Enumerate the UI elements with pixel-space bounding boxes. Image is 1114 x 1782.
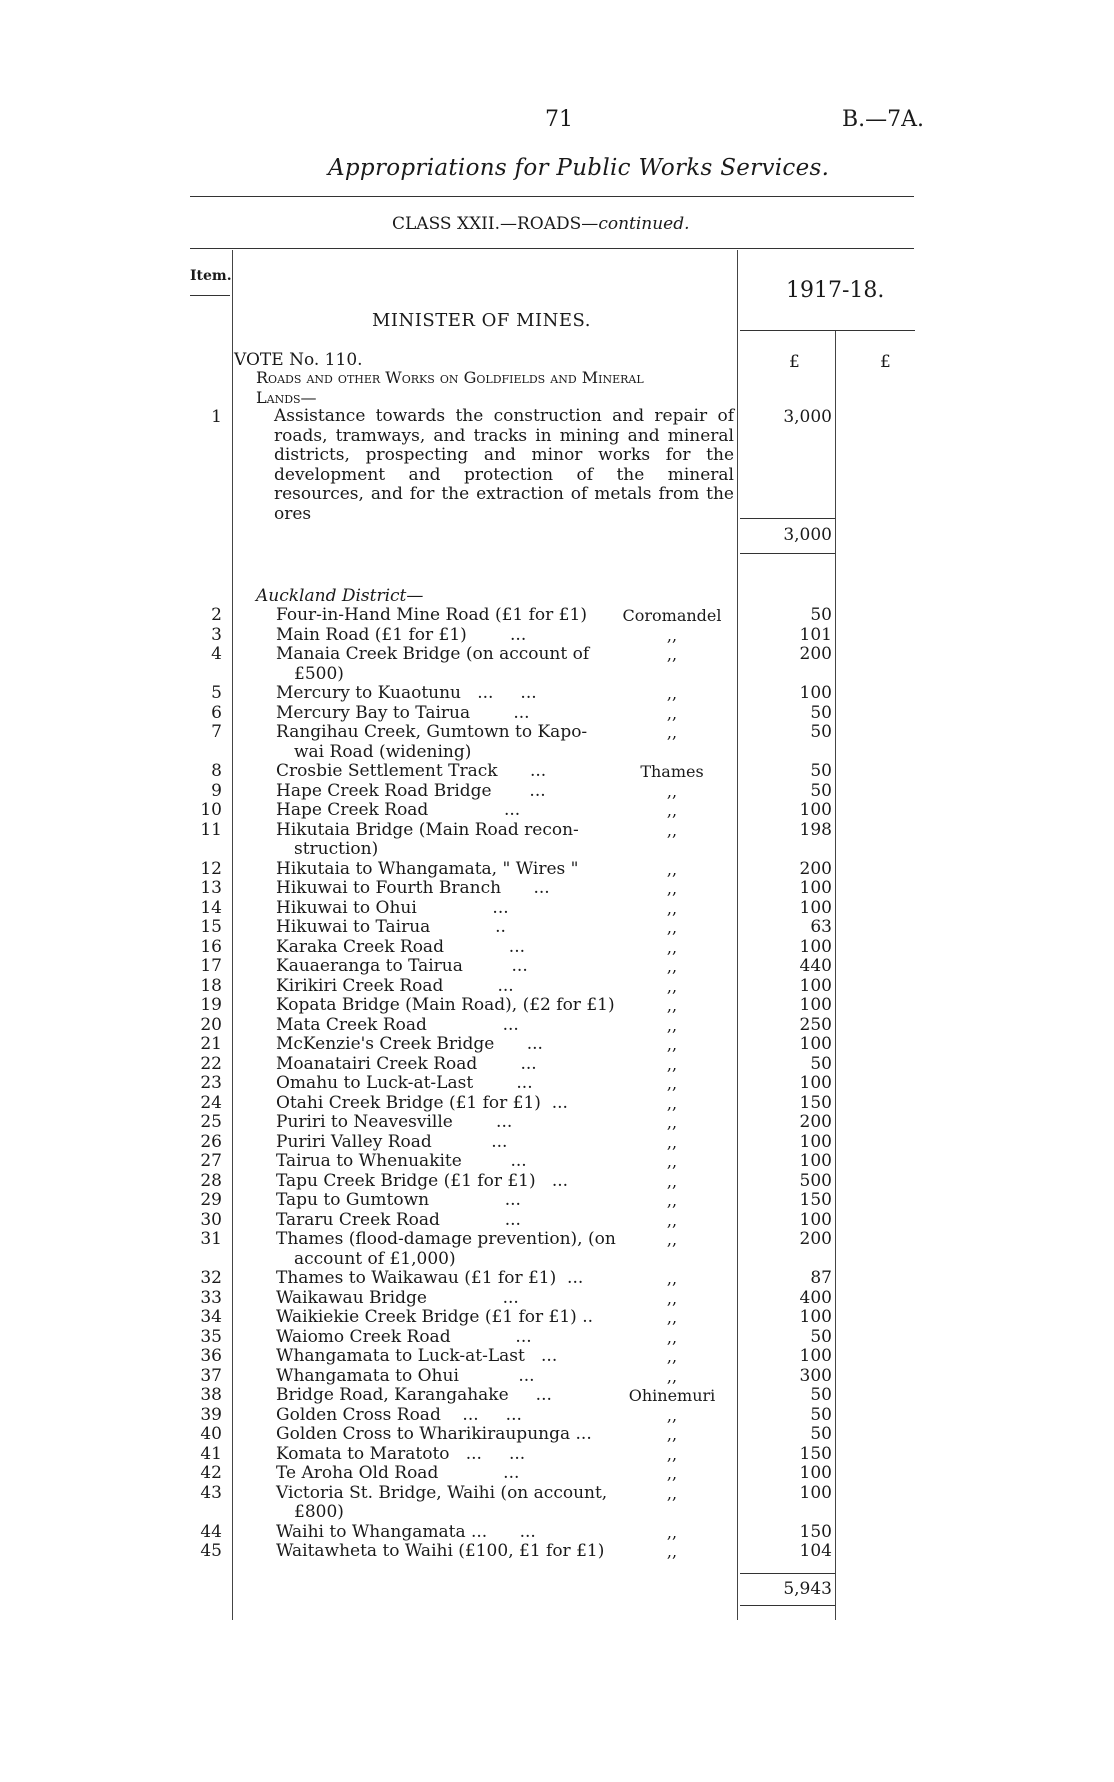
row-description-text: Rangihau Creek, Gumtown to Kapo- <box>276 722 588 742</box>
row-location: ,, <box>666 645 678 664</box>
class-line-text: CLASS XXII.—ROADS— <box>392 214 599 234</box>
row-description-text: Hape Creek Road Bridge ... <box>276 780 546 801</box>
row-item-number: 40 <box>200 1424 222 1444</box>
item-amount: 3,000 <box>783 407 832 427</box>
row-description-text: Waihi to Whangamata ... ... <box>276 1521 536 1542</box>
row-location: ,, <box>666 703 678 723</box>
row-location: ,, <box>666 1093 678 1113</box>
row-description-text: Hikuwai to Ohui ... <box>276 897 509 918</box>
row-item-number: 28 <box>200 1170 222 1191</box>
row-item-number: 35 <box>200 1326 222 1347</box>
row-location: ,, <box>666 1288 678 1308</box>
row-description <box>276 1152 606 1172</box>
row-item-number: 2 <box>211 605 222 625</box>
row-description-text: Tapu to Gumtown ... <box>276 1190 521 1210</box>
row-item-number: 33 <box>200 1287 222 1308</box>
row-description <box>276 1542 606 1562</box>
row-item-number: 15 <box>200 917 222 937</box>
row-item-number: 7 <box>211 722 222 742</box>
row-item-number: 14 <box>200 897 222 918</box>
row-item-number: 12 <box>200 858 222 879</box>
row-item-number: 34 <box>200 1307 222 1327</box>
row-description <box>276 995 615 1016</box>
row-description <box>276 1113 606 1133</box>
row-location: ,, <box>666 1483 678 1503</box>
row-location: ,, <box>666 1152 678 1171</box>
row-amount: 50 <box>810 605 832 625</box>
row-description <box>276 1523 606 1543</box>
row-amount: 100 <box>799 800 832 820</box>
row-item-number: 31 <box>200 1229 222 1249</box>
row-location: ,, <box>666 937 678 957</box>
row-amount: 100 <box>799 897 832 918</box>
row-amount: 100 <box>799 1482 832 1503</box>
row-amount: 101 <box>799 624 832 645</box>
row-location: ,, <box>666 1405 678 1425</box>
row-amount: 100 <box>799 995 832 1015</box>
row-item-number: 8 <box>211 761 222 781</box>
row-location: ,, <box>666 1074 678 1093</box>
row-description <box>276 938 606 958</box>
row-description-text: Tararu Creek Road ... <box>276 1209 521 1230</box>
row-location: ,, <box>666 723 678 742</box>
row-description-text: Waikiekie Creek Bridge (£1 for £1) .. <box>276 1307 594 1327</box>
row-location: ,, <box>666 1425 678 1444</box>
row-description-text: Bridge Road, Karangahake ... <box>276 1385 552 1405</box>
row-description <box>276 918 606 938</box>
row-amount: 150 <box>799 1443 832 1464</box>
row-amount: 150 <box>799 1521 832 1542</box>
row-description <box>276 1406 606 1426</box>
row-item-number: 16 <box>200 936 222 957</box>
row-item-number: 41 <box>200 1443 222 1464</box>
row-location: ,, <box>666 1444 678 1464</box>
row-item-number: 6 <box>211 702 222 723</box>
row-amount: 100 <box>799 1151 832 1171</box>
row-item-number: 11 <box>200 819 222 840</box>
row-description-text: Kirikiri Creek Road ... <box>276 975 514 996</box>
district-heading: Auckland District— <box>256 586 424 606</box>
currency-symbol-2: £ <box>880 352 891 372</box>
row-item-number: 22 <box>200 1053 222 1074</box>
row-location: Coromandel <box>622 606 722 625</box>
row-item-number: 10 <box>200 800 222 820</box>
row-item-number: 36 <box>200 1346 222 1366</box>
row-description-text: McKenzie's Creek Bridge ... <box>276 1034 543 1054</box>
currency-symbol-1: £ <box>789 352 800 372</box>
row-location: ,, <box>666 1347 678 1366</box>
row-location: ,, <box>666 1191 678 1210</box>
row-description-text: Mata Creek Road ... <box>276 1014 519 1035</box>
heading-rule <box>190 196 914 197</box>
row-description <box>276 879 606 899</box>
row-amount: 200 <box>799 1229 832 1249</box>
row-description-text: Hikuwai to Tairua .. <box>276 917 506 937</box>
row-description <box>276 1386 606 1406</box>
row-description-text: Puriri to Neavesville ... <box>276 1112 513 1132</box>
row-description <box>276 606 606 626</box>
row-location: ,, <box>666 1542 678 1561</box>
item-column-rule <box>232 250 233 1620</box>
row-amount: 100 <box>799 1463 832 1483</box>
item-description: Assistance towards the construction and repair of roads, tramways, and tracks in mining and mineral districts, prospecting and minor works for the development and protection of the mineral resources, and for the extraction of metals from the ores <box>274 406 734 524</box>
row-description-text: Four-in-Hand Mine Road (£1 for £1) <box>276 605 587 625</box>
class-line <box>392 214 690 234</box>
row-description-text: Mercury to Kuaotunu ... ... <box>276 683 537 703</box>
row-description <box>276 1055 606 1075</box>
row-amount: 50 <box>810 1424 832 1444</box>
item-head-underline <box>190 295 230 296</box>
class-line-suffix: continued. <box>598 214 690 234</box>
row-description-text: Kopata Bridge (Main Road), (£2 for £1) <box>276 995 615 1015</box>
row-amount: 100 <box>799 1209 832 1230</box>
vote-number: VOTE No. 110. <box>234 350 363 370</box>
row-item-number: 4 <box>211 644 222 664</box>
row-amount: 50 <box>810 1385 832 1405</box>
row-location: ,, <box>666 1269 678 1288</box>
subtotal-rule <box>740 518 835 519</box>
row-item-number: 27 <box>200 1151 222 1171</box>
row-amount: 100 <box>799 1307 832 1327</box>
row-description-text: Main Road (£1 for £1) ... <box>276 624 527 645</box>
row-description-text: Golden Cross to Wharikiraupunga ... <box>276 1424 592 1444</box>
minister-heading: MINISTER OF MINES. <box>372 310 591 331</box>
document-reference: B.—7A. <box>842 107 925 132</box>
amount-column-rule <box>737 250 738 1620</box>
row-description-text: Hikutaia Bridge (Main Road recon- <box>276 819 579 840</box>
row-location: ,, <box>666 1171 678 1191</box>
row-description <box>276 1367 606 1387</box>
row-description-continuation: £800) <box>294 1502 344 1522</box>
row-description <box>276 1445 606 1465</box>
row-location: ,, <box>666 1522 678 1542</box>
row-location: ,, <box>666 898 678 918</box>
subtotal-double-rule <box>740 553 835 554</box>
row-description <box>276 821 606 860</box>
row-description <box>276 801 606 821</box>
row-description-text: Otahi Creek Bridge (£1 for £1) ... <box>276 1092 568 1113</box>
row-location: ,, <box>666 1230 678 1249</box>
row-location: ,, <box>666 859 678 879</box>
vote-title-line-1: Roads and other Works on Goldfields and Mineral <box>256 368 644 387</box>
row-description-text: Kauaeranga to Tairua ... <box>276 956 528 976</box>
row-amount: 300 <box>799 1365 832 1386</box>
row-description-text: Thames (flood-damage prevention), (on <box>276 1229 616 1249</box>
row-amount: 198 <box>799 819 832 840</box>
row-description <box>276 1074 606 1094</box>
row-item-number: 17 <box>200 956 222 976</box>
row-amount: 440 <box>799 956 832 976</box>
row-location: ,, <box>666 820 678 840</box>
row-description <box>276 1094 606 1114</box>
row-amount: 100 <box>799 1131 832 1152</box>
row-amount: 100 <box>799 936 832 957</box>
row-description <box>276 1191 606 1211</box>
row-item-number: 32 <box>200 1268 222 1288</box>
row-amount: 87 <box>810 1268 832 1288</box>
row-description-text: Waitawheta to Waihi (£100, £1 for £1) <box>276 1541 605 1561</box>
row-amount: 400 <box>799 1287 832 1308</box>
row-item-number: 45 <box>200 1541 222 1561</box>
row-description <box>276 684 606 704</box>
row-location: ,, <box>666 1035 678 1054</box>
page-heading: Appropriations for Public Works Services. <box>328 155 830 181</box>
row-item-number: 9 <box>211 780 222 801</box>
row-description <box>276 645 606 684</box>
row-amount: 500 <box>799 1170 832 1191</box>
total-column-rule <box>835 330 836 1620</box>
row-description-text: Crosbie Settlement Track ... <box>276 761 547 781</box>
row-item-number: 39 <box>200 1404 222 1425</box>
row-item-number: 43 <box>200 1482 222 1503</box>
row-description-text: Manaia Creek Bridge (on account of <box>276 644 590 664</box>
row-location: ,, <box>666 1132 678 1152</box>
row-description-text: Victoria St. Bridge, Waihi (on account, <box>276 1482 608 1503</box>
row-amount: 50 <box>810 780 832 801</box>
row-description <box>276 860 606 880</box>
row-description-text: Golden Cross Road ... ... <box>276 1404 522 1425</box>
row-item-number: 37 <box>200 1365 222 1386</box>
row-amount: 50 <box>810 702 832 723</box>
row-description-text: Tapu Creek Bridge (£1 for £1) ... <box>276 1170 569 1191</box>
row-amount: 200 <box>799 1112 832 1132</box>
row-item-number: 44 <box>200 1521 222 1542</box>
row-description <box>276 723 606 762</box>
row-amount: 100 <box>799 683 832 703</box>
row-item-number: 24 <box>200 1092 222 1113</box>
row-description <box>276 1172 606 1192</box>
row-location: ,, <box>666 996 678 1015</box>
row-description <box>276 1328 606 1348</box>
row-description-continuation: struction) <box>294 839 379 859</box>
row-description-text: Karaka Creek Road ... <box>276 936 526 957</box>
row-description-text: Puriri Valley Road ... <box>276 1131 508 1152</box>
item-number: 1 <box>211 407 222 427</box>
table-top-rule <box>190 248 914 249</box>
row-description <box>276 1035 606 1055</box>
page-number: 71 <box>545 107 573 132</box>
row-amount: 250 <box>799 1014 832 1035</box>
row-amount: 100 <box>799 1073 832 1093</box>
row-item-number: 21 <box>200 1034 222 1054</box>
item-column-header: Item. <box>190 268 232 284</box>
row-item-number: 29 <box>200 1190 222 1210</box>
row-amount: 100 <box>799 1346 832 1366</box>
row-description <box>276 1308 606 1328</box>
row-description <box>276 782 606 802</box>
row-location: ,, <box>666 957 678 976</box>
row-amount: 100 <box>799 878 832 898</box>
row-location: ,, <box>666 918 678 937</box>
subtotal-amount: 3,000 <box>783 525 832 545</box>
year-underline <box>740 330 915 331</box>
row-description <box>276 704 606 724</box>
row-description <box>276 1347 606 1367</box>
row-item-number: 20 <box>200 1014 222 1035</box>
row-item-number: 13 <box>200 878 222 898</box>
row-amount: 50 <box>810 722 832 742</box>
row-description <box>276 1289 606 1309</box>
row-item-number: 23 <box>200 1073 222 1093</box>
row-description-text: Waiomo Creek Road ... <box>276 1326 532 1347</box>
row-description <box>276 1016 606 1036</box>
row-description-continuation: account of £1,000) <box>294 1248 456 1269</box>
row-item-number: 30 <box>200 1209 222 1230</box>
row-description-text: Whangamata to Ohui ... <box>276 1365 535 1386</box>
row-description <box>276 899 606 919</box>
row-item-number: 3 <box>211 624 222 645</box>
row-amount: 50 <box>810 1053 832 1074</box>
row-description <box>276 1229 616 1269</box>
row-description-text: Hikuwai to Fourth Branch ... <box>276 878 550 898</box>
row-item-number: 19 <box>200 995 222 1015</box>
row-description-text: Whangamata to Luck-at-Last ... <box>276 1346 558 1366</box>
row-amount: 50 <box>810 761 832 781</box>
row-item-number: 5 <box>211 683 222 703</box>
row-location: ,, <box>666 684 678 703</box>
row-amount: 100 <box>799 975 832 996</box>
row-location: ,, <box>666 625 678 645</box>
row-description-text: Hape Creek Road ... <box>276 800 521 820</box>
row-location: ,, <box>666 1015 678 1035</box>
row-description-text: Moanatairi Creek Road ... <box>276 1053 537 1074</box>
row-location: ,, <box>666 976 678 996</box>
row-location: ,, <box>666 879 678 898</box>
row-description <box>276 957 606 977</box>
row-description <box>276 762 606 782</box>
row-location: ,, <box>666 801 678 820</box>
row-description <box>276 1133 606 1153</box>
row-item-number: 26 <box>200 1131 222 1152</box>
row-description-text: Tairua to Whenuakite ... <box>276 1151 527 1171</box>
row-description <box>276 1211 606 1231</box>
row-description-text: Te Aroha Old Road ... <box>276 1463 520 1483</box>
row-location: ,, <box>666 1327 678 1347</box>
row-description-text: Thames to Waikawau (£1 for £1) ... <box>276 1268 584 1288</box>
year-header: 1917-18. <box>786 278 885 303</box>
row-location: ,, <box>666 781 678 801</box>
row-item-number: 18 <box>200 975 222 996</box>
row-description <box>276 977 606 997</box>
row-description-continuation: wai Road (widening) <box>294 741 472 762</box>
row-location: ,, <box>666 1308 678 1327</box>
row-description-text: Omahu to Luck-at-Last ... <box>276 1073 533 1093</box>
row-location: ,, <box>666 1054 678 1074</box>
row-description-text: Hikutaia to Whangamata, " Wires " <box>276 858 579 879</box>
row-amount: 200 <box>799 644 832 664</box>
row-description <box>276 1425 606 1445</box>
row-location: ,, <box>666 1464 678 1483</box>
row-amount: 50 <box>810 1404 832 1425</box>
row-location: Ohinemuri <box>628 1386 716 1405</box>
row-amount: 104 <box>799 1541 832 1561</box>
row-amount: 100 <box>799 1034 832 1054</box>
row-description-text: Komata to Maratoto ... ... <box>276 1443 526 1464</box>
district-total-rule <box>740 1573 835 1574</box>
row-location: Thames <box>640 762 704 781</box>
row-amount: 63 <box>810 917 832 937</box>
row-amount: 50 <box>810 1326 832 1347</box>
row-description <box>276 1484 606 1523</box>
row-description <box>276 1269 606 1289</box>
row-amount: 150 <box>799 1190 832 1210</box>
row-item-number: 42 <box>200 1463 222 1483</box>
row-location: ,, <box>666 1210 678 1230</box>
row-location: ,, <box>666 1366 678 1386</box>
district-total-amount: 5,943 <box>783 1579 832 1599</box>
row-item-number: 38 <box>200 1385 222 1405</box>
district-total-double-rule <box>740 1605 835 1606</box>
row-description <box>276 626 606 646</box>
row-location: ,, <box>666 1113 678 1132</box>
row-description-text: Waikawau Bridge ... <box>276 1287 519 1308</box>
vote-title-line-2: Lands— <box>256 388 317 407</box>
row-description <box>276 1464 606 1484</box>
row-description-text: Mercury Bay to Tairua ... <box>276 702 530 723</box>
row-description-continuation: £500) <box>294 663 344 684</box>
row-amount: 150 <box>799 1092 832 1113</box>
row-amount: 200 <box>799 858 832 879</box>
row-item-number: 25 <box>200 1112 222 1132</box>
